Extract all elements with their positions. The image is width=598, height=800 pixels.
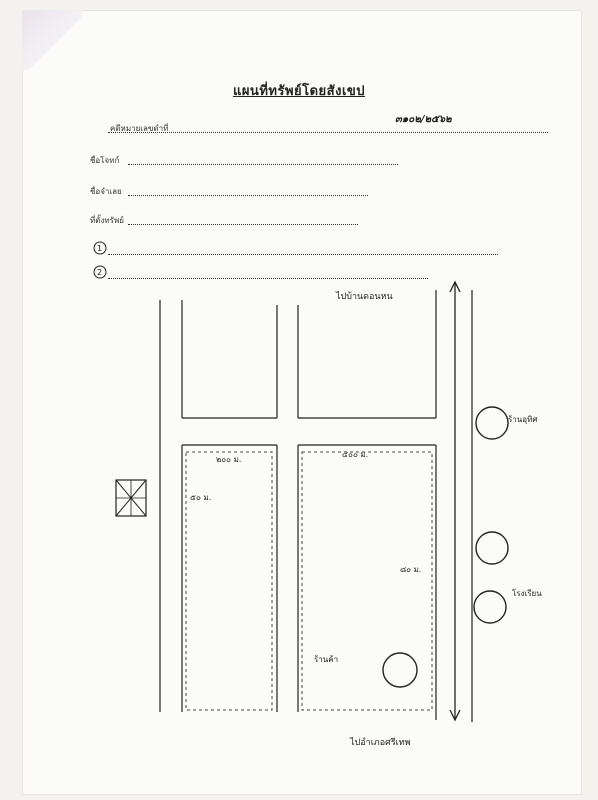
doc-no-red: ๓๑๐๒/๒๕๖๒ — [395, 114, 452, 125]
landmark-circle-3 — [474, 591, 506, 623]
landmark-circle-2 — [476, 532, 508, 564]
dim-right-h: ๔๐๐ ม. — [342, 450, 369, 459]
landmark-label-bottom: ร้านค้า — [314, 655, 339, 664]
road-bottom-label: ไปอำเภอศรีเทพ — [350, 738, 411, 748]
landmark-circle-bottom — [383, 653, 417, 687]
item-1-number: 1 — [97, 244, 103, 253]
landmark-label-1: ร้านอุทิศ — [508, 415, 538, 424]
parcel-left-boundary — [186, 452, 272, 710]
landmark-label-3: โรงเรียน — [512, 589, 542, 598]
dim-left-h: ๒๐๐ ม. — [216, 455, 242, 464]
field-label-plaintiff: ชื่อโจทก์ — [90, 156, 120, 165]
field-label-case: คดีหมายเลขดำที่ — [110, 124, 169, 133]
landmark-circle-1 — [476, 407, 508, 439]
field-label-defendant: ชื่อจำเลย — [90, 187, 122, 196]
parcel-right-boundary — [302, 452, 432, 710]
page-title: แผนที่ทรัพย์โดยสังเขป — [232, 84, 366, 99]
dim-right-v: ๘๐ ม. — [400, 565, 422, 574]
item-2-number: 2 — [97, 268, 103, 277]
field-label-location: ที่ตั้งทรัพย์ — [90, 216, 124, 225]
dim-left-v: ๕๐ ม. — [190, 493, 212, 502]
road-top-label: ไปบ้านดอนหน — [336, 292, 393, 302]
